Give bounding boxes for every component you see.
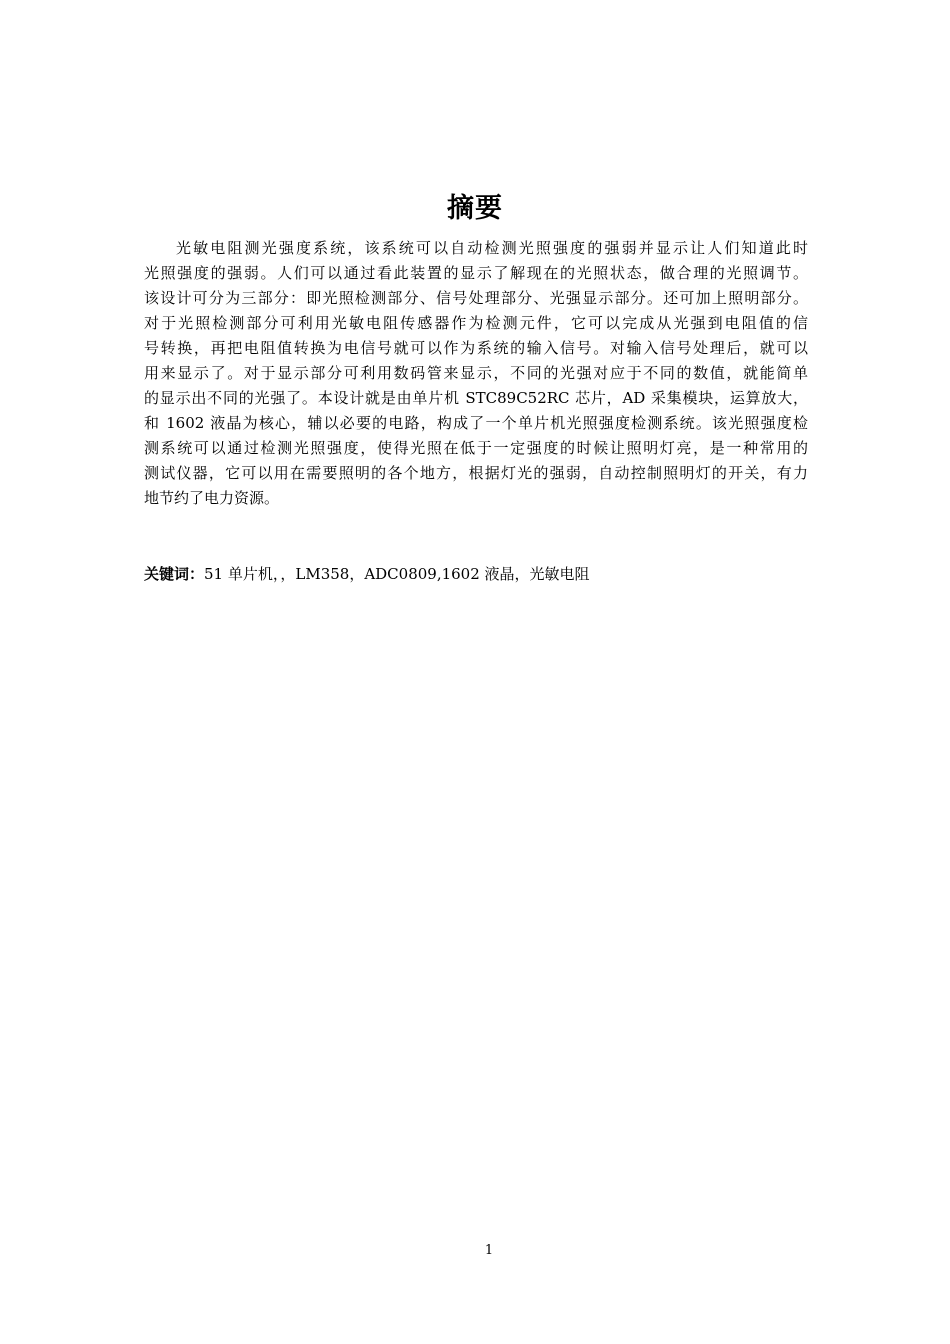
abstract-line: 用来显示了。对于显示部分可利用数码管来显示，不同的光强对应于不同的数值，就能简单 <box>144 364 808 382</box>
keywords <box>144 563 590 585</box>
abstract-line: 光照强度的强弱。人们可以通过看此装置的显示了解现在的光照状态，做合理的光照调节。 <box>144 264 808 282</box>
abstract-line: 号转换，再把电阻值转换为电信号就可以作为系统的输入信号。对输入信号处理后，就可以 <box>144 339 808 357</box>
abstract-line: 的显示出不同的光强了。本设计就是由单片机 STC89C52RC 芯片，AD 采集模块，运算放大， <box>144 389 808 407</box>
abstract-line: 和 1602 液晶为核心，辅以必要的电路，构成了一个单片机光照强度检测系统。该光照强度检 <box>144 414 808 432</box>
abstract-body <box>144 236 808 511</box>
page-number: 1 <box>484 1243 494 1258</box>
abstract-line: 测试仪器，它可以用在需要照明的各个地方，根据灯光的强弱，自动控制照明灯的开关，有力 <box>144 464 808 482</box>
abstract-line: 测系统可以通过检测光照强度，使得光照在低于一定强度的时候让照明灯亮，是一种常用的 <box>144 439 808 457</box>
abstract-line: 光敏电阻测光强度系统，该系统可以自动检测光照强度的强弱并显示让人们知道此时 <box>176 239 808 257</box>
keywords-label: 关键词： <box>144 565 205 583</box>
abstract-line: 该设计可分为三部分：即光照检测部分、信号处理部分、光强显示部分。还可加上照明部分。 <box>144 289 808 307</box>
keywords-text: 51 单片机，，LM358，ADC0809,1602 液晶，光敏电阻 <box>204 565 590 583</box>
abstract-line: 地节约了电力资源。 <box>144 489 280 507</box>
abstract-line: 对于光照检测部分可利用光敏电阻传感器作为检测元件，它可以完成从光强到电阻值的信 <box>144 314 808 332</box>
abstract-title: 摘要 <box>447 193 503 224</box>
